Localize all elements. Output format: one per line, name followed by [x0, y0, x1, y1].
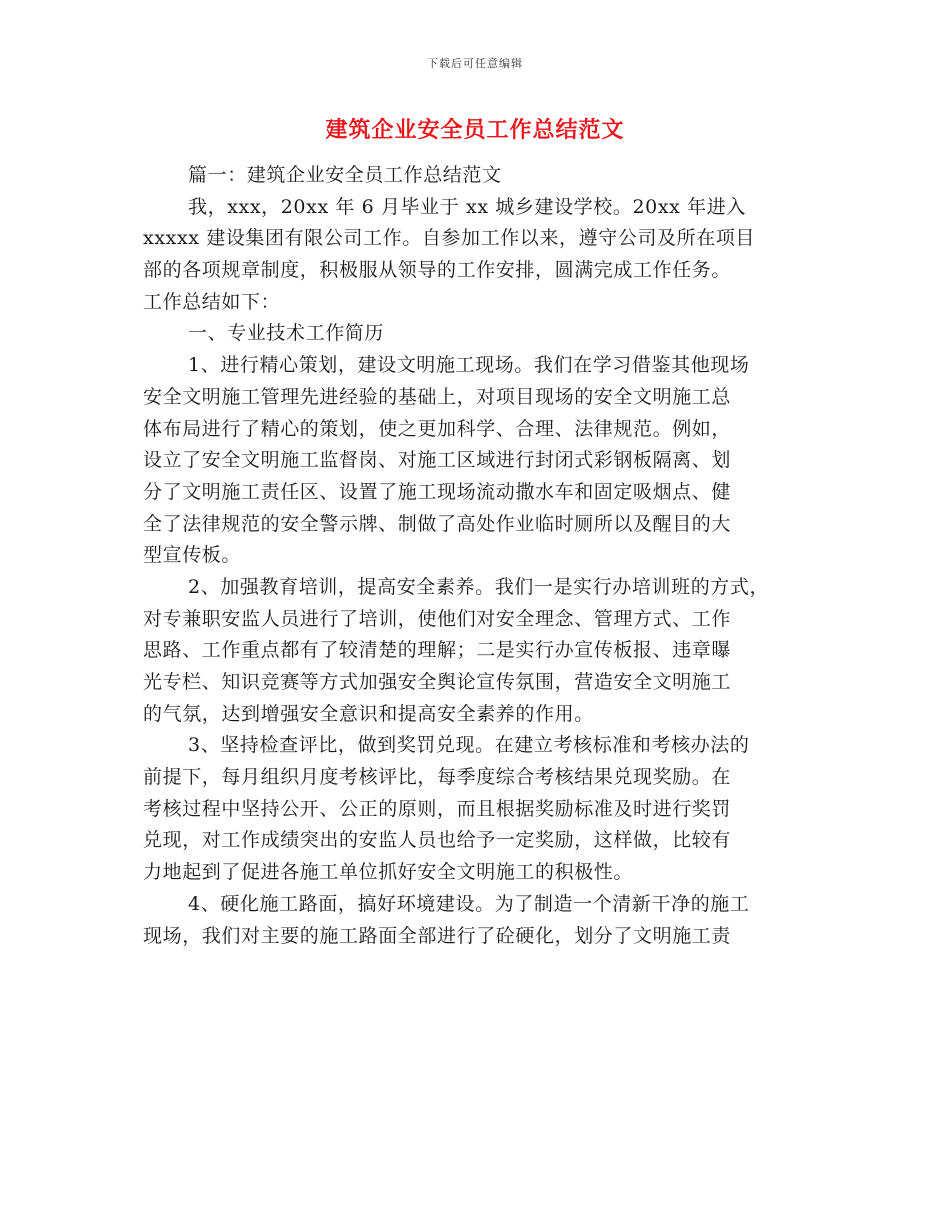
section-heading: 篇一：建筑企业安全员工作总结范文 [188, 164, 502, 186]
document-body [143, 160, 823, 952]
paragraph-line: 对专兼职安监人员进行了培训，使他们对安全理念、管理方式、工作 [143, 607, 732, 630]
paragraph-line: 工作总结如下： [143, 290, 281, 313]
paragraph-line: 思路、工作重点都有了较清楚的理解；二是实行办宣传板报、违章曝 [143, 639, 732, 662]
paragraph-line: 体布局进行了精心的策划，使之更加科学、合理、法律规范。例如， [143, 417, 732, 440]
paragraph-line: 的气氛，达到增强安全意识和提高安全素养的作用。 [143, 702, 594, 725]
paragraph-line: 设立了安全文明施工监督岗、对施工区域进行封闭式彩钢板隔离、划 [143, 449, 732, 472]
header-note: 下载后可任意编辑 [427, 57, 523, 70]
paragraph-line: 现场，我们对主要的施工路面全部进行了砼硬化，划分了文明施工责 [143, 924, 732, 947]
subsection-heading: 一、专业技术工作简历 [188, 322, 385, 345]
paragraph-line: 考核过程中坚持公开、公正的原则，而且根据奖励标准及时进行奖罚 [143, 797, 732, 820]
paragraph-line: 型宣传板。 [143, 544, 242, 567]
paragraph-line: 部的各项规章制度，积极服从领导的工作安排，圆满完成工作任务。 [143, 259, 732, 282]
paragraph-line: 力地起到了促进各施工单位抓好安全文明施工的积极性。 [143, 861, 634, 884]
paragraph-line: 我，xxx，20xx 年 6 月毕业于 xx 城乡建设学校。20xx 年进入 [188, 195, 746, 218]
paragraph-line: 光专栏、知识竞赛等方式加强安全舆论宣传氛围，营造安全文明施工 [143, 671, 732, 693]
paragraph-line: 安全文明施工管理先进经验的基础上，对项目现场的安全文明施工总 [143, 385, 732, 408]
document-title: 建筑企业安全员工作总结范文 [325, 117, 625, 143]
paragraph-line: xxxxx 建设集团有限公司工作。自参加工作以来，遵守公司及所在项目 [143, 227, 756, 250]
paragraph-line: 兑现，对工作成绩突出的安监人员也给予一定奖励，这样做，比较有 [143, 829, 732, 852]
paragraph-line: 1、进行精心策划，建设文明施工现场。我们在学习借鉴其他现场 [188, 354, 750, 377]
paragraph-line: 前提下，每月组织月度考核评比，每季度综合考核结果兑现奖励。在 [143, 766, 732, 789]
paragraph-line: 2、加强教育培训，提高安全素养。我们一是实行办培训班的方式， [188, 575, 770, 598]
paragraph-line: 4、硬化施工路面，搞好环境建设。为了制造一个清新干净的施工 [188, 892, 750, 915]
paragraph-line: 分了文明施工责任区、设置了施工现场流动撒水车和固定吸烟点、健 [143, 480, 732, 503]
paragraph-line: 全了法律规范的安全警示牌、制做了高处作业临时厕所以及醒目的大 [143, 512, 732, 535]
paragraph-line: 3、坚持检查评比，做到奖罚兑现。在建立考核标准和考核办法的 [188, 734, 750, 757]
